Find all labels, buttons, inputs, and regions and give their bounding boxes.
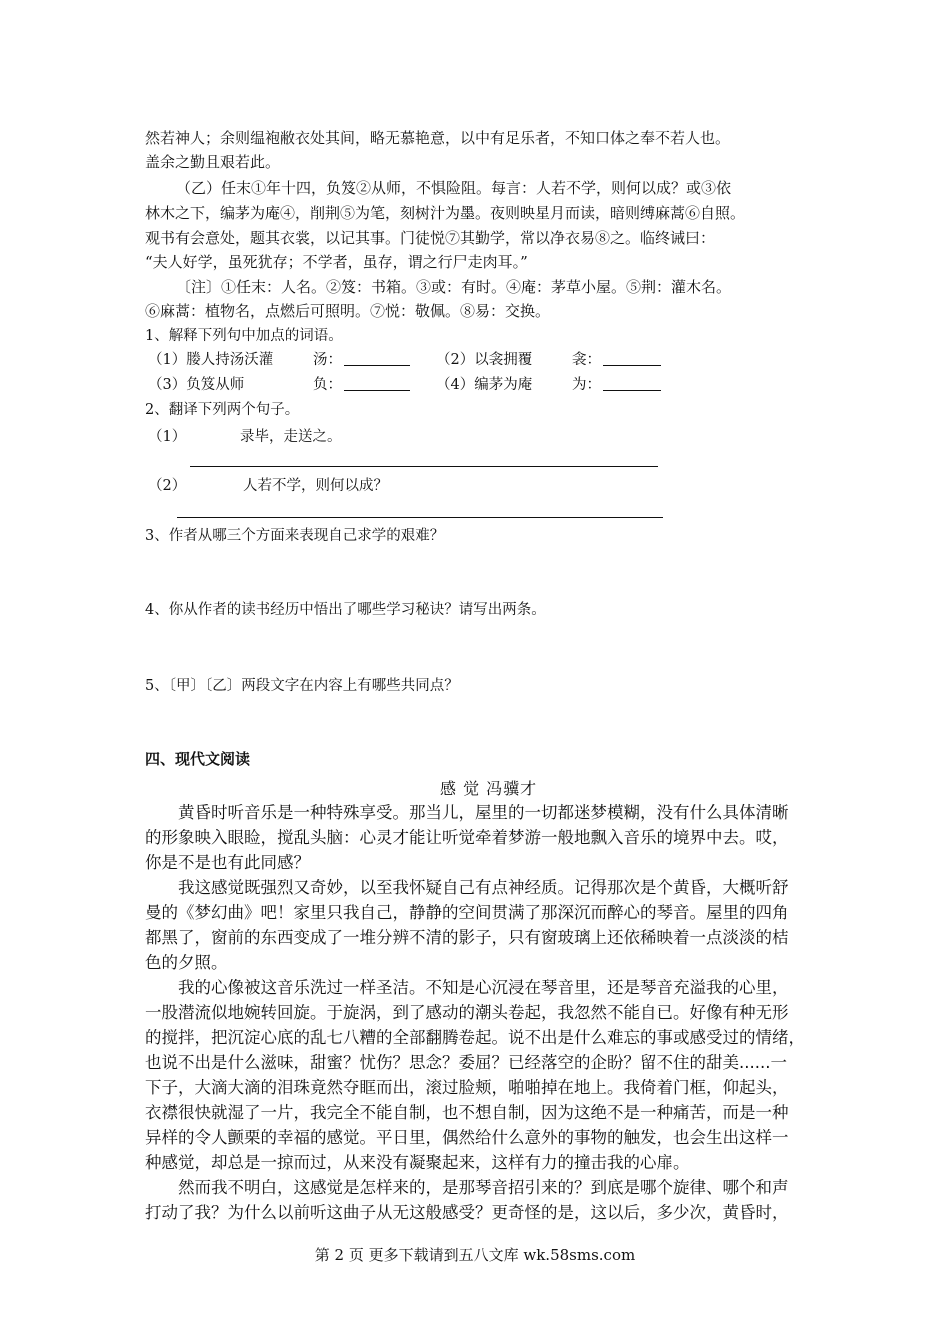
article-line: 种感觉，却总是一掠而过，从来没有凝聚起来，这样有力的撞击我的心扉。 (145, 1153, 690, 1172)
classical-line: 观书有会意处，题其衣裳，以记其事。门徒悦⑦其勤学，常以净衣易⑧之。临终诫曰： (145, 229, 716, 247)
article-line: 异样的令人颤栗的幸福的感觉。平日里，偶然给什么意外的事物的触发，也会生出这样一 (145, 1128, 789, 1147)
article-line: 一股潜流似地婉转回旋。于旋涡，到了感动的潮头卷起，我忽然不能自已。好像有种无形 (145, 1003, 789, 1022)
classical-line: 林木之下，编茅为庵④，削荆⑤为笔，刻树汁为墨。夜则映星月而读，暗则缚麻蒿⑥自照。 (145, 204, 746, 222)
q1-item-text: 负笈从师 (186, 377, 245, 393)
classical-line: （乙）任末①年十四，负笈②从师，不惧险阻。每言：人若不学，则何以成？或③依 (176, 179, 732, 197)
article-line: 你是不是也有此同感？ (145, 853, 310, 872)
q1-item-4 (436, 373, 532, 397)
q2-item-num: （2） (148, 478, 187, 494)
q1-item-2 (436, 348, 532, 372)
q1-word: 衾： (572, 352, 601, 368)
q1-answer-3[interactable] (313, 373, 410, 397)
q1-item-3 (148, 373, 244, 397)
article-line: 都黑了，窗前的东西变成了一堆分辨不清的影子，只有窗玻璃上还依稀映着一点淡淡的桔 (145, 928, 789, 947)
article-line: 我的心像被这音乐洗过一样圣洁。不知是心沉浸在琴音里，还是琴音充溢我的心里， (178, 978, 789, 997)
section-heading: 四、现代文阅读 (145, 750, 251, 768)
question-4: 4、你从作者的读书经历中悟出了哪些学习秘诀？请写出两条。 (145, 602, 546, 618)
classical-line: “夫人好学，虽死犹存；不学者，虽存，谓之行尸走肉耳。” (145, 253, 528, 271)
page-footer: 第 2 页 更多下载请到五八文库 wk.58sms.com (314, 1246, 636, 1264)
article-line: 的形象映入眼睑，搅乱头脑：心灵才能让听觉牵着梦游一般地飘入音乐的境界中去。哎， (145, 828, 789, 847)
article-line: 也说不出是什么滋味，甜蜜？忧伤？思念？委屈？已经落空的企盼？留不住的甜美......一 (145, 1053, 787, 1072)
q1-item-text: 以衾拥覆 (474, 352, 533, 368)
q1-answer-1[interactable] (313, 348, 410, 372)
answer-line[interactable] (190, 466, 658, 467)
q2-item-num: （1） (148, 429, 187, 445)
question-2-prompt: 2、翻译下列两个句子。 (145, 402, 300, 418)
article-line: 黄昏时听音乐是一种特殊享受。那当儿，屋里的一切都迷梦模糊，没有什么具体清晰 (178, 803, 789, 822)
q1-word: 负： (313, 377, 342, 393)
article-title: 感 觉 冯骥才 (440, 779, 538, 798)
q1-item-text: 媵人持汤沃灌 (186, 352, 274, 368)
question-1-prompt: 1、解释下列句中加点的词语。 (145, 328, 343, 344)
q1-item-num: （2） (436, 352, 475, 368)
q2-item-text: 录毕，走送之。 (240, 429, 342, 445)
classical-line: 然若神人；余则缊袍敝衣处其间，略无慕艳意，以中有足乐者，不知口体之奉不若人也。 (145, 129, 731, 147)
q2-item-text: 人若不学，则何以成？ (243, 478, 388, 494)
q1-item-num: （1） (148, 352, 187, 368)
annotation-line: 〔注〕①任末：人名。②笈：书箱。③或：有时。④庵：茅草小屋。⑤荆：灌木名。 (176, 278, 732, 296)
answer-blank[interactable] (344, 349, 410, 366)
article-line: 衣襟很快就湿了一片，我完全不能自制，也不想自制，因为这绝不是一种痛苦，而是一种 (145, 1103, 789, 1122)
q1-answer-4[interactable] (572, 373, 661, 397)
article-line: 下子，大滴大滴的泪珠竟然夺眶而出，滚过脸颊，啪啪掉在地上。我倚着门框，仰起头， (145, 1078, 789, 1097)
question-5: 5、〔甲〕〔乙〕两段文字在内容上有哪些共同点？ (145, 678, 459, 694)
q1-word: 为： (572, 377, 601, 393)
answer-blank[interactable] (344, 374, 410, 391)
article-line: 打动了我？为什么以前听这曲子从无这般感受？更奇怪的是，这以后，多少次，黄昏时， (145, 1203, 789, 1222)
article-line: 曼的《梦幻曲》吧！家里只我自己，静静的空间贯满了那深沉而醉心的琴音。屋里的四角 (145, 903, 789, 922)
answer-blank[interactable] (603, 374, 661, 391)
annotation-line: ⑥麻蒿：植物名，点燃后可照明。⑦悦：敬佩。⑧易：交换。 (145, 302, 551, 320)
article-line: 色的夕照。 (145, 953, 228, 972)
q1-item-1 (148, 348, 273, 372)
answer-line[interactable] (177, 517, 663, 518)
q1-item-num: （3） (148, 377, 187, 393)
answer-blank[interactable] (603, 349, 661, 366)
classical-line: 盖余之勤且艰若此。 (145, 153, 281, 171)
article-line: 的搅拌，把沉淀心底的乱七八糟的全部翻腾卷起。说不出是什么难忘的事或感受过的情绪， (145, 1028, 805, 1047)
q1-item-text: 编茅为庵 (474, 377, 533, 393)
q1-item-num: （4） (436, 377, 475, 393)
q1-answer-2[interactable] (572, 348, 661, 372)
article-line: 我这感觉既强烈又奇妙，以至我怀疑自己有点神经质。记得那次是个黄昏，大概听舒 (178, 878, 789, 897)
q1-word: 汤： (313, 352, 342, 368)
article-line: 然而我不明白，这感觉是怎样来的，是那琴音招引来的？到底是哪个旋律、哪个和声 (178, 1178, 789, 1197)
question-3: 3、作者从哪三个方面来表现自己求学的艰难？ (145, 528, 445, 544)
